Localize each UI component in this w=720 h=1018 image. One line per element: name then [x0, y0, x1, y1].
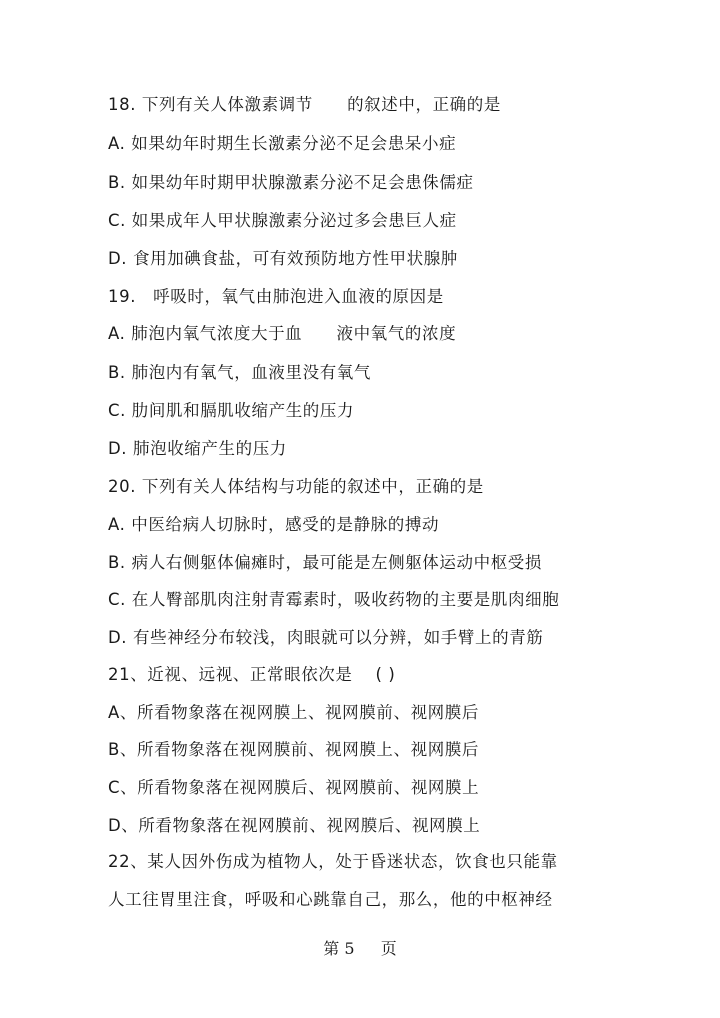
question-18-option-a: A. 如果幼年时期生长激素分泌不足会患呆小症	[108, 134, 457, 153]
question-18-stem: 18. 下列有关人体激素调节 的叙述中，正确的是	[108, 95, 501, 114]
question-19-option-a: A. 肺泡内氧气浓度大于血 液中氧气的浓度	[108, 324, 457, 343]
question-19-option-d: D. 肺泡收缩产生的压力	[108, 439, 287, 458]
question-20-option-d: D. 有些神经分布较浅，肉眼就可以分辨，如手臂上的青筋	[108, 628, 544, 647]
question-22-stem-line-2: 人工往胃里注食，呼吸和心跳靠自己，那么，他的中枢神经	[108, 890, 553, 909]
question-21-option-c: C、所看物象落在视网膜后、视网膜前、视网膜上	[108, 778, 480, 797]
question-22-stem-line-1: 22、某人因外伤成为植物人，处于昏迷状态，饮食也只能靠	[108, 852, 558, 871]
question-21-option-b: B、所看物象落在视网膜前、视网膜上、视网膜后	[108, 740, 480, 759]
question-19-stem: 19. 呼吸时，氧气由肺泡进入血液的原因是	[108, 287, 444, 306]
question-20-option-b: B. 病人右侧躯体偏瘫时，最可能是左侧躯体运动中枢受损	[108, 553, 543, 572]
question-19-option-c: C. 肋间肌和膈肌收缩产生的压力	[108, 401, 355, 420]
question-21-stem: 21、近视、远视、正常眼依次是 ( )	[108, 665, 396, 684]
question-19-option-b: B. 肺泡内有氧气，血液里没有氧气	[108, 363, 372, 382]
question-18-option-c: C. 如果成年人甲状腺激素分泌过多会患巨人症	[108, 211, 457, 230]
question-20-stem: 20. 下列有关人体结构与功能的叙述中，正确的是	[108, 477, 484, 496]
question-21-option-d: D、所看物象落在视网膜前、视网膜后、视网膜上	[108, 816, 481, 835]
question-20-option-c: C. 在人臀部肌肉注射青霉素时，吸收药物的主要是肌肉细胞	[108, 590, 560, 609]
question-18-option-b: B. 如果幼年时期甲状腺激素分泌不足会患侏儒症	[108, 173, 474, 192]
question-20-option-a: A. 中医给病人切脉时，感受的是静脉的搏动	[108, 515, 440, 534]
page-number-footer: 第 5 页	[323, 939, 397, 958]
question-21-option-a: A、所看物象落在视网膜上、视网膜前、视网膜后	[108, 703, 479, 722]
question-18-option-d: D. 食用加碘食盐，可有效预防地方性甲状腺肿	[108, 249, 458, 268]
